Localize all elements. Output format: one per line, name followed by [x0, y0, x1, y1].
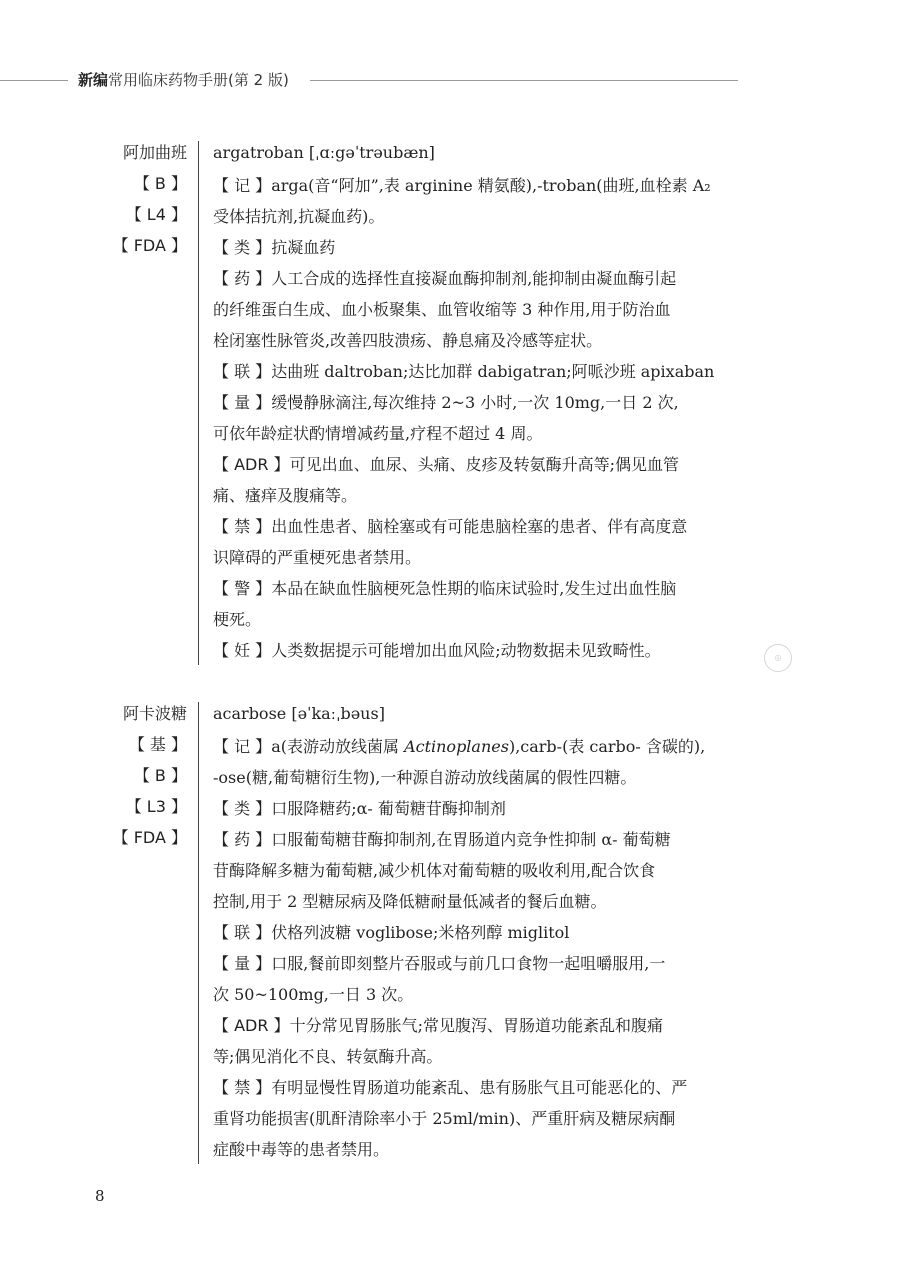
line-text: 本品在缺血性脑梗死急性期的临床试验时,发生过出血性脑	[271, 579, 677, 598]
entry-line	[213, 1010, 740, 1041]
entry-line	[213, 762, 740, 793]
entry-labels	[60, 698, 187, 853]
entry-line	[213, 263, 740, 294]
tag-label: 【 B 】	[133, 174, 187, 193]
section-tag: 【 妊 】	[213, 641, 272, 660]
line-text: 识障碍的严重梗死患者禁用。	[213, 548, 422, 567]
line-text: 十分常见胃肠胀气;常见腹泻、胃肠道功能紊乱和腹痛	[289, 1016, 663, 1035]
entry-line	[213, 635, 740, 666]
page-number: 8	[95, 1187, 105, 1205]
line-text: 次 50~100mg,一日 3 次。	[213, 985, 414, 1004]
line-text: 伏格列波糖 voglibose;米格列醇 miglitol	[271, 923, 570, 942]
tag-label: 【 B 】	[133, 766, 187, 785]
line-text: 可见出血、血尿、头痛、皮疹及转氨酶升高等;偶见血管	[289, 455, 679, 474]
line-text: 症酸中毒等的患者禁用。	[213, 1140, 390, 1159]
running-header	[78, 70, 289, 90]
line-text-after: ),carb-(表 carbo- 含碳的),	[508, 737, 706, 756]
entry-line	[213, 1103, 740, 1134]
header-title-rest: 常用临床药物手册(第 2 版)	[108, 71, 289, 89]
entry-title: acarbose [əˈkaːˌbəus]	[213, 704, 385, 723]
watermark-seal-icon: ◎	[764, 644, 792, 672]
entry-body	[213, 137, 740, 666]
line-text: a(表游动放线菌属	[271, 737, 405, 756]
entry-line	[213, 232, 740, 263]
line-text: 栓闭塞性脉管炎,改善四肢溃疡、静息痛及冷感等症状。	[213, 331, 603, 350]
entry-line	[213, 542, 740, 573]
section-tag: 【 类 】	[213, 238, 272, 257]
entry-line	[213, 387, 740, 418]
section-tag: 【 记 】	[213, 737, 272, 756]
line-text: 口服,餐前即刻整片吞服或与前几口食物一起咀嚼服用,一	[271, 954, 666, 973]
line-text: 人类数据提示可能增加出血风险;动物数据未见致畸性。	[271, 641, 661, 660]
tag-label: 【 基 】	[128, 735, 187, 754]
line-text: 可依年龄症状酌情增减药量,疗程不超过 4 周。	[213, 424, 543, 443]
section-tag: 【 警 】	[213, 579, 272, 598]
entry-line	[213, 855, 740, 886]
section-tag: 【 联 】	[213, 362, 272, 381]
entry-line	[213, 886, 740, 917]
header-rule-left	[0, 80, 68, 81]
header-rule-right	[310, 80, 738, 81]
section-tag: 【 记 】	[213, 176, 272, 195]
entry-labels	[60, 137, 187, 261]
entry-line	[213, 418, 740, 449]
section-tag: 【 联 】	[213, 923, 272, 942]
entry-divider	[198, 141, 199, 665]
entry-line	[213, 1041, 740, 1072]
line-text: 控制,用于 2 型糖尿病及降低糖耐量低减者的餐后血糖。	[213, 892, 607, 911]
entry-line	[213, 948, 740, 979]
line-text: 等;偶见消化不良、转氨酶升高。	[213, 1047, 443, 1066]
latin-genus-name: Actinoplanes	[404, 737, 509, 756]
line-text: -ose(糖,葡萄糖衍生物),一种源自游动放线菌属的假性四糖。	[213, 768, 637, 787]
section-tag: 【 禁 】	[213, 517, 272, 536]
line-text: arga(音“阿加”,表 arginine 精氨酸),-troban(曲班,血栓素 A₂	[271, 176, 711, 195]
line-text: 苷酶降解多糖为葡萄糖,减少机体对葡萄糖的吸收利用,配合饮食	[213, 861, 656, 880]
entry-line	[213, 979, 740, 1010]
entry-divider	[198, 702, 199, 1164]
tag-label: 【 FDA 】	[112, 236, 187, 255]
section-tag: 【 药 】	[213, 269, 272, 288]
line-text: 受体拮抗剂,抗凝血药)。	[213, 207, 385, 226]
line-text: 口服降糖药;α- 葡萄糖苷酶抑制剂	[271, 799, 506, 818]
entry-line	[213, 201, 740, 232]
header-title-bold: 新编	[78, 71, 109, 89]
line-text: 抗凝血药	[271, 238, 336, 257]
line-text: 人工合成的选择性直接凝血酶抑制剂,能抑制由凝血酶引起	[271, 269, 677, 288]
entry-line	[213, 480, 740, 511]
entry-line	[213, 294, 740, 325]
line-text: 的纤维蛋白生成、血小板聚集、血管收缩等 3 种作用,用于防治血	[213, 300, 671, 319]
entry-line	[213, 573, 740, 604]
entry-line	[213, 1072, 740, 1103]
line-text: 梗死。	[213, 610, 262, 629]
entry-line	[213, 824, 740, 855]
line-text: 口服葡萄糖苷酶抑制剂,在胃肠道内竞争性抑制 α- 葡萄糖	[271, 830, 671, 849]
entry-line	[213, 449, 740, 480]
line-text: 重肾功能损害(肌酐清除率小于 25ml/min)、严重肝病及糖尿病酮	[213, 1109, 676, 1128]
tag-label: 【 L4 】	[125, 205, 187, 224]
line-text: 达曲班 daltroban;达比加群 dabigatran;阿哌沙班 apixaban	[271, 362, 715, 381]
entry-line	[213, 604, 740, 635]
section-tag: 【 量 】	[213, 393, 272, 412]
entry-line	[213, 170, 740, 201]
drug-name: 阿卡波糖	[122, 704, 187, 723]
entry-line	[213, 325, 740, 356]
drug-name: 阿加曲班	[122, 143, 187, 162]
section-tag: 【 ADR 】	[213, 455, 290, 474]
section-tag: 【 量 】	[213, 954, 272, 973]
entry-line	[213, 356, 740, 387]
line-text: 出血性患者、脑栓塞或有可能患脑栓塞的患者、伴有高度意	[271, 517, 688, 536]
section-tag: 【 药 】	[213, 830, 272, 849]
entry-body	[213, 698, 740, 1165]
line-text: 缓慢静脉滴注,每次维持 2~3 小时,一次 10mg,一日 2 次,	[271, 393, 679, 412]
section-tag: 【 ADR 】	[213, 1016, 290, 1035]
tag-label: 【 FDA 】	[112, 828, 187, 847]
line-text: 痛、瘙痒及腹痛等。	[213, 486, 358, 505]
tag-label: 【 L3 】	[125, 797, 187, 816]
entry-line	[213, 731, 740, 762]
entry-title: argatroban [ˌɑːgəˈtrəubæn]	[213, 143, 435, 162]
entry-line	[213, 1134, 740, 1165]
entry-line	[213, 793, 740, 824]
section-tag: 【 禁 】	[213, 1078, 272, 1097]
entry-line	[213, 917, 740, 948]
section-tag: 【 类 】	[213, 799, 272, 818]
entry-line	[213, 511, 740, 542]
line-text: 有明显慢性胃肠道功能紊乱、患有肠胀气且可能恶化的、严	[271, 1078, 688, 1097]
